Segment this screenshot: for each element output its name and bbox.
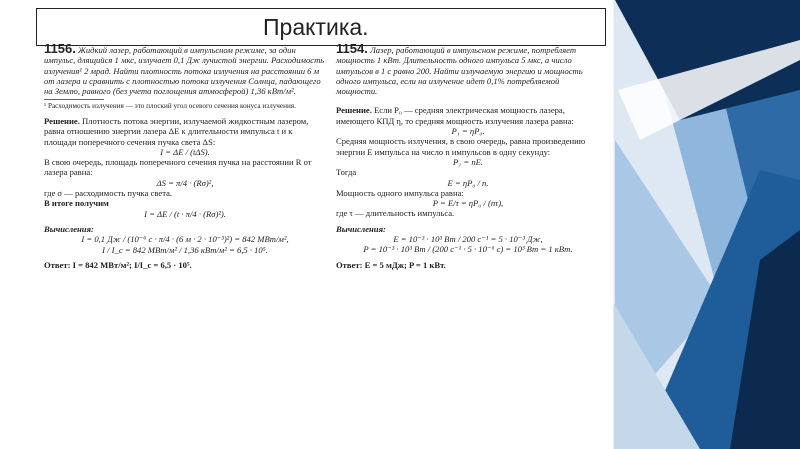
formula-energy: E = ηP₀ / n. <box>447 177 489 188</box>
problem-1154 <box>336 41 600 270</box>
problem-1154-solution: Решение. Если P₀ — средняя электрическая мощность лазера, имеющего КПД η, то средняя мощность излучения лазера равна: <box>336 105 574 126</box>
text-divergence: где σ — расходимость пучка света. <box>44 188 173 199</box>
text-cross-section: В свою очередь, площадь поперечного сечения пучка на расстоянии R от лазера равна: <box>44 157 312 178</box>
calc-intensity: I = 0,1 Дж / (10⁻⁶ с · π/4 · (6 м · 2 · 10⁻³)²) = 842 МВт/м², <box>81 234 289 245</box>
text-then: Тогда <box>336 167 357 178</box>
calc-label: Вычисления: <box>44 223 94 234</box>
formula-flux-density: I = ΔE / (tΔS). <box>160 146 210 157</box>
formula-cross-section: ΔS = π/4 · (Rσ)², <box>156 177 214 188</box>
formula-result: I = ΔE / (t · π/4 · (Rσ)²). <box>144 208 226 219</box>
problem-1156-number: 1156. <box>44 41 76 56</box>
formula-avg-power: P₁ = ηP₀. <box>451 126 485 137</box>
problem-1156 <box>44 41 326 270</box>
slide-title <box>36 8 606 46</box>
text-result: В итоге получим <box>44 198 109 209</box>
footnote: ¹ Расходимость излучения — это плоский угол осевого сечения конуса излучения. <box>44 102 296 111</box>
text-pulse-power: Мощность одного импульса равна: <box>336 187 464 198</box>
text-avg-power: Средняя мощность излучения, в свою очередь, равна произведению энергии E импульса на число n импульсов в одну секунду: <box>336 136 586 157</box>
problem-1154-number: 1154. <box>336 41 368 56</box>
problem-1156-solution: Решение. Плотность потока энергии, излучаемой жидкостным лазером, равна отношению энергии лазера ΔE к длительности импульса t и к площади поперечного сечения пучка света ΔS: <box>44 115 309 147</box>
problem-1156-statement: 1156. Жидкий лазер, работающий в импульсном режиме, за один импульс, длящийся 1 мкс, излучает 0,1 Дж лучистой энергии. Расходимость излучения¹ 2 мрад. Найти плотность потока излучения на расстоянии 6 м от лазера и сравнить с плотностью потока излучения Солнца, падающего на Землю, равного (без учета поглощения атмосферой) 1,36 кВт/м². <box>44 41 325 97</box>
footnote-rule <box>44 99 104 100</box>
slide-title-text: Практика. <box>263 13 369 40</box>
text-pulse-duration: где τ — длительность импульса. <box>336 208 455 219</box>
calc-label-right: Вычисления: <box>336 223 386 234</box>
calc-ratio: I / I_c = 842 МВт/м² / 1,36 кВт/м² = 6,5 · 10⁵. <box>102 244 268 255</box>
problem-1156-answer: Ответ: I = 842 МВт/м²; I/I_c = 6,5 · 10⁵. <box>44 259 192 270</box>
calc-energy: E = 10⁻³ · 10³ Вт / 200 с⁻¹ = 5 · 10⁻³ Дж, <box>393 234 543 245</box>
calc-power: P = 10⁻³ · 10³ Вт / (200 с⁻¹ · 5 · 10⁻⁶ с) = 10³ Вт = 1 кВт. <box>363 244 573 255</box>
formula-energy-rate: P₁ = nE. <box>452 156 484 167</box>
problem-1154-answer: Ответ: E = 5 мДж; P = 1 кВт. <box>336 259 446 270</box>
problem-1154-statement: 1154. Лазер, работающий в импульсном режиме, потребляет мощность 1 кВт. Длительность одного импульса 5 мкс, а число импульсов в 1 с равно 200. Найти излучаемую энергию и мощность одного импульса, если на излучение идет 0,1% потребляемой мощности. <box>336 41 583 97</box>
formula-pulse-power: P = E/τ = ηP₀ / (nτ), <box>432 198 504 209</box>
